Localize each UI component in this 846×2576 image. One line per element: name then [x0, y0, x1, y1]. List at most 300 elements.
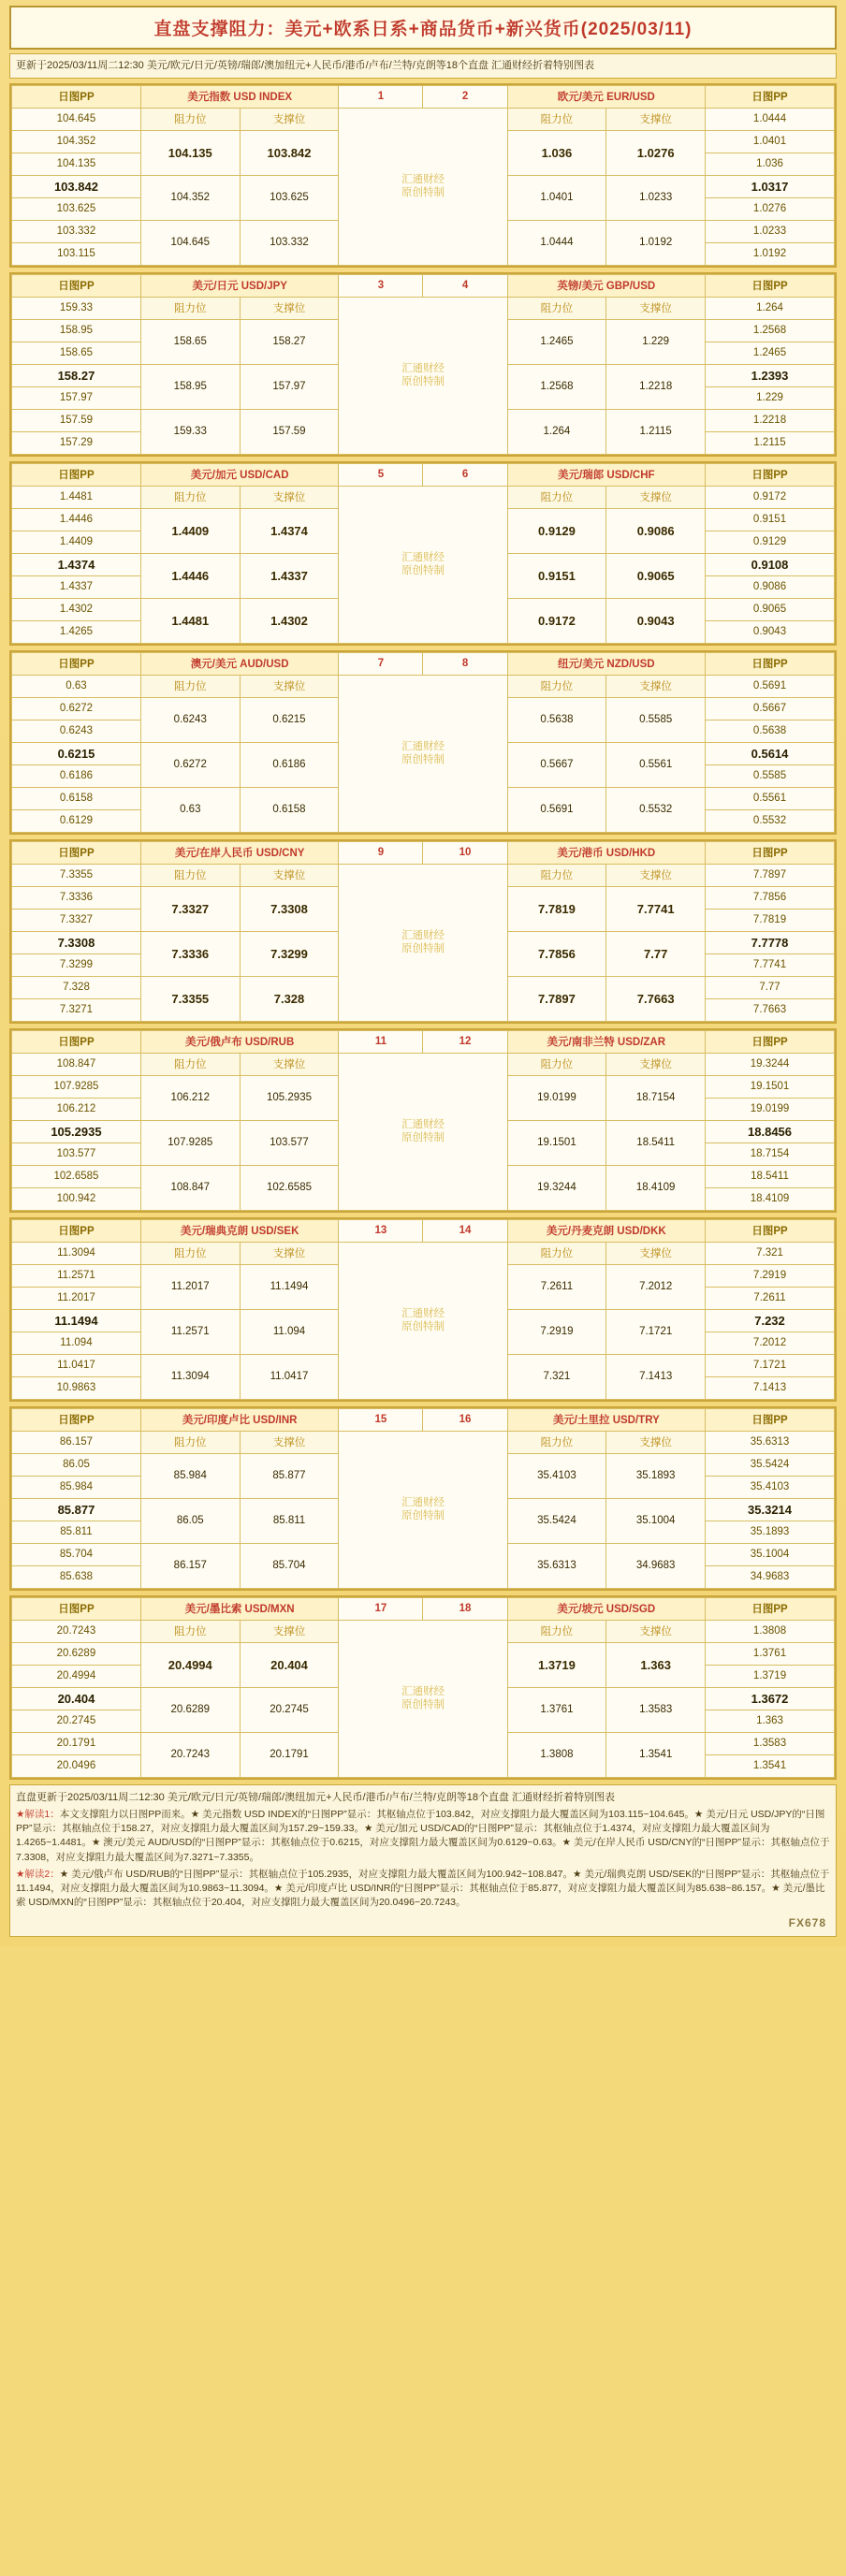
resistance-value: 1.4409: [140, 508, 240, 553]
pp-value: 18.5411: [706, 1165, 835, 1187]
pp-value: 104.645: [12, 108, 141, 130]
resistance-label: 阻力位: [507, 108, 606, 130]
resistance-label: 阻力位: [507, 1053, 606, 1075]
source-watermark: 汇通财经 原创特制: [339, 675, 507, 832]
source-watermark: 汇通财经 原创特制: [339, 1242, 507, 1399]
block-header-row: [12, 1219, 835, 1242]
pp-value: 0.9129: [706, 531, 835, 553]
pp-label-left: 日图PP: [12, 1408, 141, 1431]
pp-label-right: 日图PP: [706, 1219, 835, 1242]
resistance-value: 7.3355: [140, 976, 240, 1021]
pp-value: 35.1893: [706, 1521, 835, 1543]
support-value: 0.6215: [240, 697, 339, 742]
support-value: 1.363: [606, 1642, 706, 1687]
pp-label-right: 日图PP: [706, 85, 835, 108]
resistance-value: 7.2611: [507, 1264, 606, 1309]
pair-name-right: 英镑/美元 GBP/USD: [507, 274, 705, 297]
resistance-label: 阻力位: [507, 1242, 606, 1264]
pp-value: 108.847: [12, 1053, 141, 1075]
pp-value: 10.9863: [12, 1376, 141, 1399]
support-value: 7.77: [606, 931, 706, 976]
resistance-value: 0.5667: [507, 742, 606, 787]
title-banner: [9, 6, 837, 50]
block-subheader-row: [12, 1620, 835, 1642]
pp-value: 0.6129: [12, 809, 141, 832]
pp-value: 1.3761: [706, 1642, 835, 1665]
support-value: 35.1004: [606, 1498, 706, 1543]
pair-name-left: 澳元/美元 AUD/USD: [140, 652, 338, 675]
pp-value: 20.4994: [12, 1665, 141, 1687]
pp-value: 1.4409: [12, 531, 141, 553]
pp-value: 103.332: [12, 220, 141, 242]
pair-block: [9, 461, 837, 646]
pp-value: 0.9172: [706, 486, 835, 508]
footer-note-2-text: ★ 美元/俄卢布 USD/RUB的“日图PP”显示：其枢轴点位于105.2935，对应支撑阻力最大覆盖区间为100.942~108.847。★ 美元/瑞典克朗 USD/SEK的“日图PP”显示：其枢轴点位于11.1494，对应支撑阻力最大覆盖区间为10.9863~11.3094。★ 美元/印度卢比 USD/INR的“日图PP”显示：其枢轴点位于85.877，对应支撑阻力最大覆盖区间为85.638~86.157。★ 美元/墨比索 USD/MXN的“日图PP”显示：其枢轴点位于20.404，对应支撑阻力最大覆盖区间为20.0496~20.7243。: [16, 1868, 830, 1909]
support-value: 7.2012: [606, 1264, 706, 1309]
pp-value: 7.7897: [706, 864, 835, 886]
block-subheader-row: [12, 108, 835, 130]
block-header-row: [12, 1408, 835, 1431]
pair-index-right: 16: [423, 1408, 507, 1431]
resistance-value: 0.6272: [140, 742, 240, 787]
resistance-value: 1.2465: [507, 319, 606, 364]
support-value: 0.6158: [240, 787, 339, 832]
support-label: 支撑位: [606, 864, 706, 886]
pair-name-left: 美元指数 USD INDEX: [140, 85, 338, 108]
support-value: 1.0233: [606, 175, 706, 220]
pp-value: 103.842: [12, 175, 141, 197]
pair-index-left: 3: [339, 274, 423, 297]
pp-value: 1.3808: [706, 1620, 835, 1642]
resistance-value: 104.352: [140, 175, 240, 220]
pair-table: [11, 841, 835, 1022]
pp-value: 157.29: [12, 431, 141, 454]
block-header-row: [12, 274, 835, 297]
block-subheader-row: [12, 1431, 835, 1453]
pair-index-right: 18: [423, 1597, 507, 1620]
resistance-value: 20.4994: [140, 1642, 240, 1687]
support-value: 35.1893: [606, 1453, 706, 1498]
pp-value: 7.1721: [706, 1354, 835, 1376]
block-subheader-row: [12, 1242, 835, 1264]
support-label: 支撑位: [606, 486, 706, 508]
pp-value: 1.229: [706, 386, 835, 409]
support-value: 103.842: [240, 130, 339, 175]
pp-value: 20.0496: [12, 1754, 141, 1777]
pair-index-right: 8: [423, 652, 507, 675]
pp-value: 158.27: [12, 364, 141, 386]
pp-value: 158.65: [12, 342, 141, 364]
resistance-value: 0.63: [140, 787, 240, 832]
support-value: 0.5585: [606, 697, 706, 742]
pp-value: 85.704: [12, 1543, 141, 1565]
pp-value: 0.6158: [12, 787, 141, 809]
pp-value: 107.9285: [12, 1075, 141, 1098]
pp-value: 1.3541: [706, 1754, 835, 1777]
pp-value: 159.33: [12, 297, 141, 319]
pair-index-left: 13: [339, 1219, 423, 1242]
pair-table: [11, 1030, 835, 1211]
pp-value: 0.9151: [706, 508, 835, 531]
support-value: 7.328: [240, 976, 339, 1021]
resistance-value: 0.9129: [507, 508, 606, 553]
pp-value: 7.232: [706, 1309, 835, 1332]
pp-value: 1.0317: [706, 175, 835, 197]
pair-name-left: 美元/在岸人民币 USD/CNY: [140, 841, 338, 864]
resistance-value: 0.9151: [507, 553, 606, 598]
support-label: 支撑位: [606, 108, 706, 130]
block-subheader-row: [12, 1053, 835, 1075]
source-watermark: 汇通财经 原创特制: [339, 1053, 507, 1210]
resistance-label: 阻力位: [140, 1620, 240, 1642]
block-header-row: [12, 841, 835, 864]
pair-name-left: 美元/印度卢比 USD/INR: [140, 1408, 338, 1431]
support-value: 1.4337: [240, 553, 339, 598]
pp-value: 7.1413: [706, 1376, 835, 1399]
pair-block: [9, 839, 837, 1024]
block-header-row: [12, 463, 835, 486]
source-watermark: 汇通财经 原创特制: [339, 297, 507, 454]
pp-value: 106.212: [12, 1098, 141, 1120]
resistance-value: 35.5424: [507, 1498, 606, 1543]
pair-name-right: 纽元/美元 NZD/USD: [507, 652, 705, 675]
resistance-value: 11.2571: [140, 1309, 240, 1354]
resistance-value: 106.212: [140, 1075, 240, 1120]
pp-value: 0.63: [12, 675, 141, 697]
pp-label-right: 日图PP: [706, 652, 835, 675]
pp-value: 103.115: [12, 242, 141, 265]
resistance-value: 7.7856: [507, 931, 606, 976]
support-value: 158.27: [240, 319, 339, 364]
pair-block: [9, 83, 837, 268]
resistance-value: 85.984: [140, 1453, 240, 1498]
support-value: 0.5532: [606, 787, 706, 832]
support-label: 支撑位: [240, 1620, 339, 1642]
pp-label-right: 日图PP: [706, 463, 835, 486]
block-header-row: [12, 1030, 835, 1053]
support-value: 0.6186: [240, 742, 339, 787]
resistance-value: 86.05: [140, 1498, 240, 1543]
resistance-value: 1.036: [507, 130, 606, 175]
block-header-row: [12, 85, 835, 108]
resistance-value: 7.2919: [507, 1309, 606, 1354]
pair-name-left: 美元/俄卢布 USD/RUB: [140, 1030, 338, 1053]
support-label: 支撑位: [240, 486, 339, 508]
block-header-row: [12, 652, 835, 675]
footer-updated: 直盘更新于2025/03/11周二12:30 美元/欧元/日元/英镑/瑞郎/澳纽加元+人民币/港币/卢布/兰特/克朗等18个直盘 汇通财经折着特别图表: [16, 1791, 616, 1803]
pp-value: 7.2611: [706, 1287, 835, 1309]
resistance-label: 阻力位: [140, 297, 240, 319]
resistance-label: 阻力位: [507, 1431, 606, 1453]
pp-value: 18.7154: [706, 1142, 835, 1165]
pair-index-left: 11: [339, 1030, 423, 1053]
pp-value: 11.2571: [12, 1264, 141, 1287]
support-label: 支撑位: [240, 1242, 339, 1264]
support-value: 103.625: [240, 175, 339, 220]
support-label: 支撑位: [240, 1053, 339, 1075]
pair-index-left: 1: [339, 85, 423, 108]
update-info: 更新于2025/03/11周二12:30 美元/欧元/日元/英镑/瑞郎/澳加纽元+人民币/港币/卢布/兰特/克朗等18个直盘 汇通财经折着特别图表: [9, 53, 837, 79]
support-value: 1.3541: [606, 1732, 706, 1777]
pp-value: 0.5638: [706, 720, 835, 742]
pair-index-left: 17: [339, 1597, 423, 1620]
pp-value: 104.352: [12, 130, 141, 153]
pp-value: 103.577: [12, 1142, 141, 1165]
resistance-value: 158.95: [140, 364, 240, 409]
pp-value: 20.1791: [12, 1732, 141, 1754]
pp-value: 0.5585: [706, 764, 835, 787]
pp-value: 35.3214: [706, 1498, 835, 1521]
source-watermark: 汇通财经 原创特制: [339, 108, 507, 265]
resistance-value: 107.9285: [140, 1120, 240, 1165]
resistance-value: 1.2568: [507, 364, 606, 409]
pair-index-right: 12: [423, 1030, 507, 1053]
pp-value: 11.2017: [12, 1287, 141, 1309]
pp-value: 1.3583: [706, 1732, 835, 1754]
pp-value: 7.328: [12, 976, 141, 998]
footer-note-2-label: ★解读2：: [16, 1868, 60, 1880]
pp-value: 7.3355: [12, 864, 141, 886]
pp-value: 0.5561: [706, 787, 835, 809]
pair-index-right: 4: [423, 274, 507, 297]
resistance-label: 阻力位: [140, 108, 240, 130]
pp-label-left: 日图PP: [12, 652, 141, 675]
pair-block: [9, 1406, 837, 1591]
pp-label-right: 日图PP: [706, 1408, 835, 1431]
pp-value: 85.811: [12, 1521, 141, 1543]
support-value: 0.5561: [606, 742, 706, 787]
pp-value: 1.3719: [706, 1665, 835, 1687]
pp-value: 20.7243: [12, 1620, 141, 1642]
pair-index-left: 9: [339, 841, 423, 864]
pair-index-right: 10: [423, 841, 507, 864]
resistance-value: 1.4446: [140, 553, 240, 598]
resistance-value: 86.157: [140, 1543, 240, 1588]
pp-value: 1.2218: [706, 409, 835, 431]
pair-name-right: 美元/瑞郎 USD/CHF: [507, 463, 705, 486]
support-value: 7.3308: [240, 886, 339, 931]
pp-value: 0.6186: [12, 764, 141, 787]
resistance-value: 1.4481: [140, 598, 240, 643]
pp-value: 1.2568: [706, 319, 835, 342]
pair-index-right: 6: [423, 463, 507, 486]
support-value: 102.6585: [240, 1165, 339, 1210]
pair-name-right: 欧元/美元 EUR/USD: [507, 85, 705, 108]
pair-table: [11, 85, 835, 266]
pp-value: 1.2465: [706, 342, 835, 364]
pp-value: 1.363: [706, 1710, 835, 1732]
pp-value: 35.5424: [706, 1453, 835, 1476]
pp-value: 85.984: [12, 1476, 141, 1498]
source-watermark: 汇通财经 原创特制: [339, 486, 507, 643]
source-watermark: 汇通财经 原创特制: [339, 864, 507, 1021]
pp-label-right: 日图PP: [706, 274, 835, 297]
support-value: 1.0276: [606, 130, 706, 175]
source-watermark: 汇通财经 原创特制: [339, 1431, 507, 1588]
support-value: 157.59: [240, 409, 339, 454]
pair-index-right: 2: [423, 85, 507, 108]
support-value: 7.3299: [240, 931, 339, 976]
pair-block: [9, 272, 837, 457]
resistance-value: 0.5691: [507, 787, 606, 832]
support-label: 支撑位: [240, 675, 339, 697]
support-value: 103.577: [240, 1120, 339, 1165]
pp-label-left: 日图PP: [12, 1030, 141, 1053]
resistance-label: 阻力位: [140, 864, 240, 886]
pp-value: 102.6585: [12, 1165, 141, 1187]
pp-value: 1.0192: [706, 242, 835, 265]
pp-value: 7.7819: [706, 909, 835, 931]
pp-value: 7.2012: [706, 1332, 835, 1354]
resistance-label: 阻力位: [507, 864, 606, 886]
resistance-value: 1.0444: [507, 220, 606, 265]
pp-value: 20.6289: [12, 1642, 141, 1665]
pp-value: 0.9086: [706, 575, 835, 598]
pp-value: 11.0417: [12, 1354, 141, 1376]
resistance-value: 158.65: [140, 319, 240, 364]
block-subheader-row: [12, 486, 835, 508]
support-value: 7.1413: [606, 1354, 706, 1399]
pp-value: 1.4337: [12, 575, 141, 598]
pp-value: 85.638: [12, 1565, 141, 1588]
resistance-value: 19.1501: [507, 1120, 606, 1165]
pp-label-right: 日图PP: [706, 841, 835, 864]
pp-value: 7.2919: [706, 1264, 835, 1287]
support-value: 0.9086: [606, 508, 706, 553]
pair-index-left: 5: [339, 463, 423, 486]
support-value: 20.1791: [240, 1732, 339, 1777]
pp-value: 11.1494: [12, 1309, 141, 1332]
resistance-value: 35.4103: [507, 1453, 606, 1498]
pair-table: [11, 463, 835, 644]
support-value: 18.7154: [606, 1075, 706, 1120]
pp-value: 1.4302: [12, 598, 141, 620]
pp-value: 1.264: [706, 297, 835, 319]
pp-value: 7.7856: [706, 886, 835, 909]
pp-value: 19.0199: [706, 1098, 835, 1120]
resistance-value: 19.0199: [507, 1075, 606, 1120]
pp-value: 103.625: [12, 197, 141, 220]
resistance-value: 1.264: [507, 409, 606, 454]
pp-label-left: 日图PP: [12, 1219, 141, 1242]
brand-watermark: FX678: [788, 1915, 826, 1929]
resistance-value: 0.9172: [507, 598, 606, 643]
resistance-label: 阻力位: [140, 1431, 240, 1453]
pair-table: [11, 1597, 835, 1778]
pair-block: [9, 1028, 837, 1213]
pair-index-left: 7: [339, 652, 423, 675]
pp-value: 1.036: [706, 153, 835, 175]
pp-value: 7.3336: [12, 886, 141, 909]
resistance-label: 阻力位: [507, 297, 606, 319]
pair-table: [11, 274, 835, 455]
footer-note-1-label: ★解读1：: [16, 1809, 60, 1820]
resistance-label: 阻力位: [507, 675, 606, 697]
pp-value: 7.3299: [12, 953, 141, 976]
pp-value: 0.6215: [12, 742, 141, 764]
support-value: 18.4109: [606, 1165, 706, 1210]
resistance-label: 阻力位: [140, 1242, 240, 1264]
resistance-value: 108.847: [140, 1165, 240, 1210]
pp-value: 0.6243: [12, 720, 141, 742]
pair-index-left: 15: [339, 1408, 423, 1431]
support-label: 支撑位: [606, 297, 706, 319]
support-label: 支撑位: [606, 1242, 706, 1264]
resistance-value: 1.3719: [507, 1642, 606, 1687]
pp-value: 35.1004: [706, 1543, 835, 1565]
resistance-label: 阻力位: [507, 1620, 606, 1642]
pair-index-right: 14: [423, 1219, 507, 1242]
pair-block: [9, 1217, 837, 1402]
resistance-value: 20.7243: [140, 1732, 240, 1777]
resistance-value: 1.3808: [507, 1732, 606, 1777]
support-value: 1.4374: [240, 508, 339, 553]
support-value: 11.094: [240, 1309, 339, 1354]
support-label: 支撑位: [606, 1431, 706, 1453]
pp-value: 1.4481: [12, 486, 141, 508]
support-value: 18.5411: [606, 1120, 706, 1165]
footer-note-1-text: 本文支撑阻力以日图PP而来。★ 美元指数 USD INDEX的“日图PP”显示：其枢轴点位于103.842，对应支撑阻力最大覆盖区间为103.115~104.645。★ 美元/日元 USD/JPY的“日图PP”显示：其枢轴点位于158.27，对应支撑阻力最大覆盖区间为157.29~159.33。★ 美元/加元 USD/CAD的“日图PP”显示：其枢轴点位于1.4374，对应支撑阻力最大覆盖区间为1.4265~1.4481。★ 澳元/美元 AUD/USD的“日图PP”显示：其枢轴点位于0.6215，对应支撑阻力最大覆盖区间为0.6129~0.63。★ 美元/在岸人民币 USD/CNY的“日图PP”显示：其枢轴点位于7.3308，对应支撑阻力最大覆盖区间为7.3271~7.3355。: [16, 1809, 830, 1863]
pair-blocks: [9, 83, 837, 1780]
resistance-value: 104.135: [140, 130, 240, 175]
support-value: 85.811: [240, 1498, 339, 1543]
pair-name-right: 美元/南非兰特 USD/ZAR: [507, 1030, 705, 1053]
pp-value: 1.0233: [706, 220, 835, 242]
pp-value: 1.4265: [12, 620, 141, 643]
pp-value: 0.9065: [706, 598, 835, 620]
pp-value: 0.5532: [706, 809, 835, 832]
support-value: 1.0192: [606, 220, 706, 265]
footer-note-1: [16, 1808, 830, 1865]
pp-label-right: 日图PP: [706, 1597, 835, 1620]
pp-label-right: 日图PP: [706, 1030, 835, 1053]
pair-table: [11, 1408, 835, 1589]
support-value: 11.1494: [240, 1264, 339, 1309]
pair-table: [11, 652, 835, 833]
pp-value: 34.9683: [706, 1565, 835, 1588]
pair-name-right: 美元/丹麦克朗 USD/DKK: [507, 1219, 705, 1242]
resistance-value: 7.3327: [140, 886, 240, 931]
support-value: 20.2745: [240, 1687, 339, 1732]
pp-value: 1.0276: [706, 197, 835, 220]
pp-value: 0.9108: [706, 553, 835, 575]
pp-value: 19.1501: [706, 1075, 835, 1098]
pp-value: 104.135: [12, 153, 141, 175]
pp-value: 85.877: [12, 1498, 141, 1521]
pp-label-left: 日图PP: [12, 85, 141, 108]
pair-name-left: 美元/墨比索 USD/MXN: [140, 1597, 338, 1620]
pp-value: 7.3327: [12, 909, 141, 931]
pp-value: 86.157: [12, 1431, 141, 1453]
resistance-value: 7.7897: [507, 976, 606, 1021]
pp-value: 0.5614: [706, 742, 835, 764]
pp-value: 1.4446: [12, 508, 141, 531]
pair-block: [9, 650, 837, 835]
pp-value: 158.95: [12, 319, 141, 342]
support-value: 11.0417: [240, 1354, 339, 1399]
support-value: 1.2218: [606, 364, 706, 409]
pp-value: 20.2745: [12, 1710, 141, 1732]
support-value: 7.7741: [606, 886, 706, 931]
support-value: 103.332: [240, 220, 339, 265]
resistance-label: 阻力位: [140, 486, 240, 508]
block-subheader-row: [12, 297, 835, 319]
pp-value: 1.0444: [706, 108, 835, 130]
resistance-value: 1.0401: [507, 175, 606, 220]
support-label: 支撑位: [606, 1620, 706, 1642]
resistance-label: 阻力位: [507, 486, 606, 508]
footer-note-2: [16, 1868, 830, 1911]
